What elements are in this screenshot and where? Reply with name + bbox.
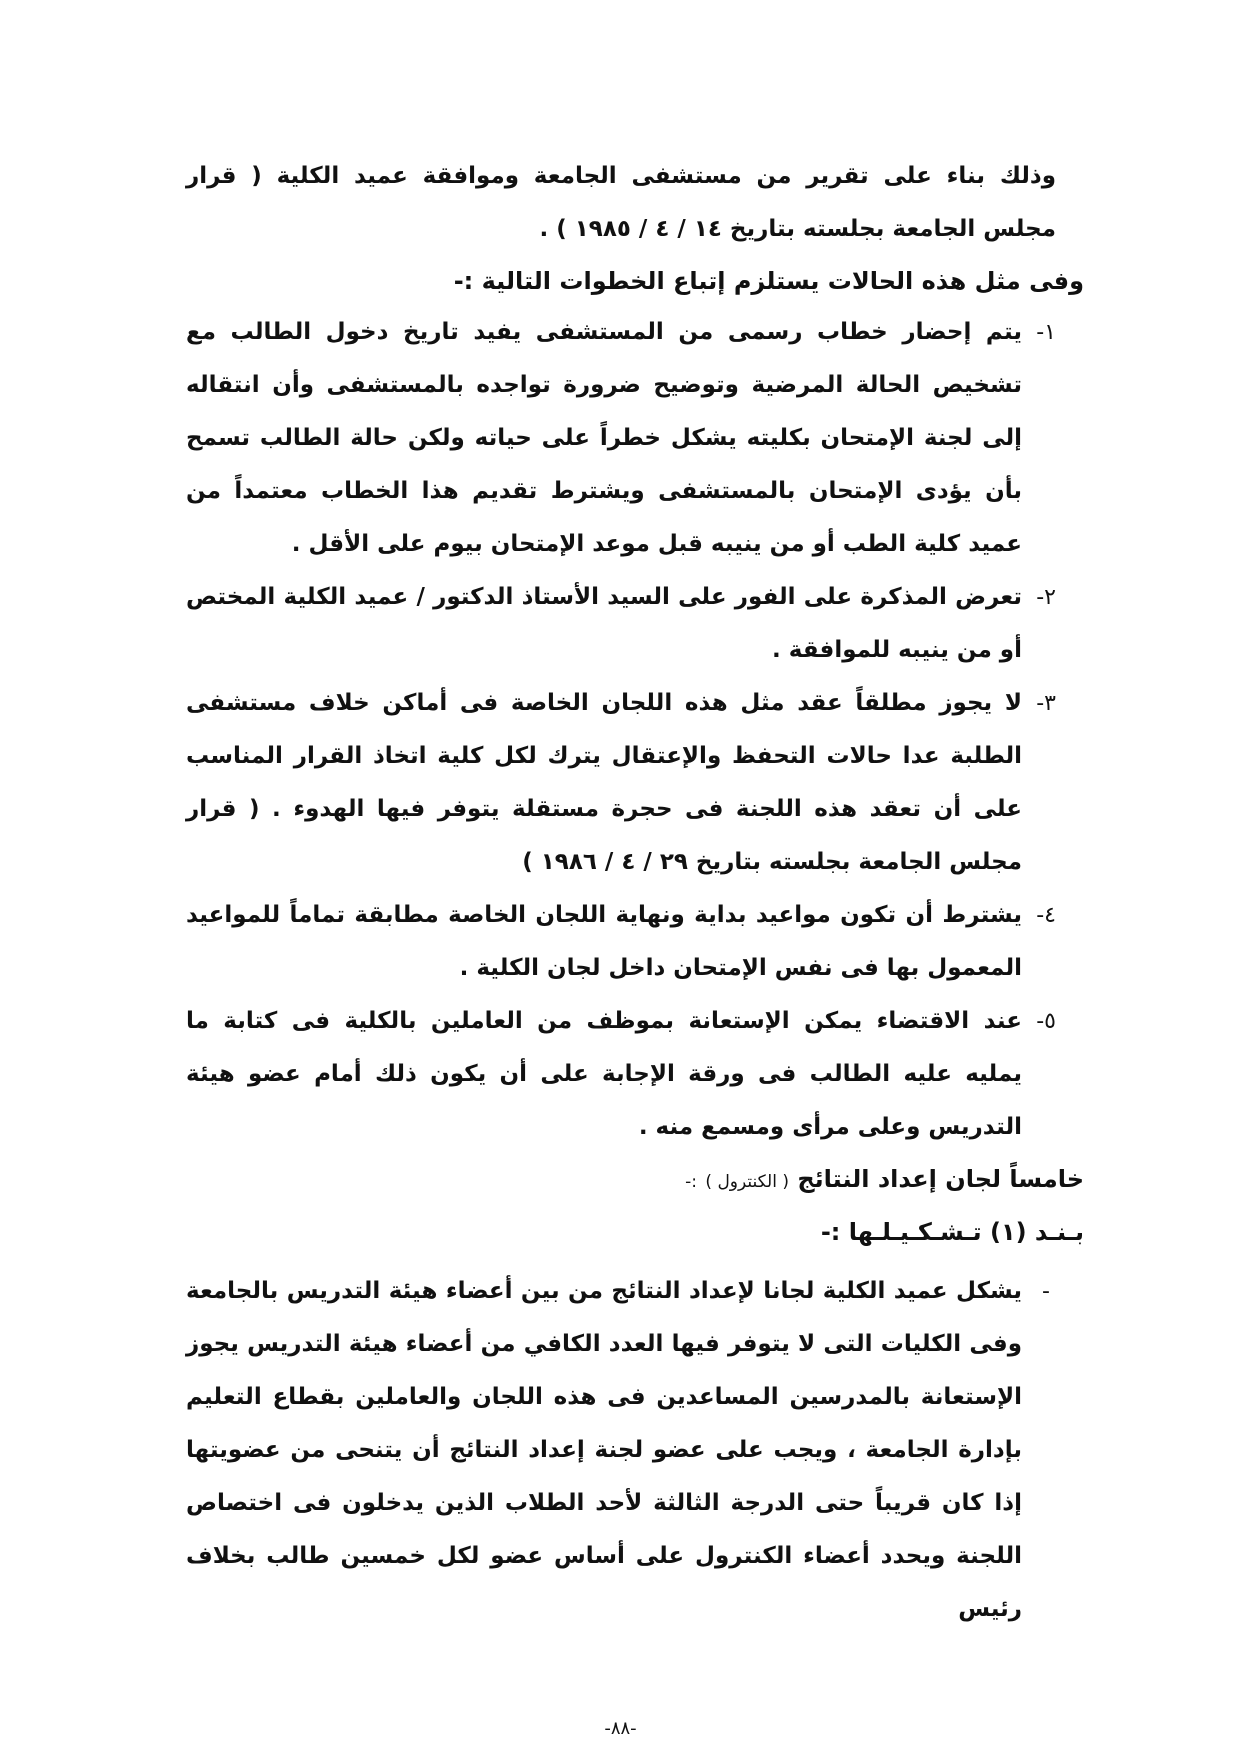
item-number: ١- <box>1036 320 1056 345</box>
item-text: عند الاقتضاء يمكن الإستعانة بموظف من العاملين بالكلية فى كتابة ما يمليه عليه الطالب فى ورقة الإجابة على أن يكون ذلك أمام عضو هيئة التدريس وعلى مرأى ومسمع منه . <box>186 1008 1022 1140</box>
section-heading <box>186 1154 1084 1207</box>
list-item <box>186 1265 1056 1636</box>
page-content <box>186 150 1084 1636</box>
section-title: خامساً لجان إعداد النتائج <box>797 1165 1084 1193</box>
clause-heading: بـنـد (١) تـشـكـيـلـها :- <box>820 1218 1084 1246</box>
item-text: تعرض المذكرة على الفور على السيد الأستاذ الدكتور / عميد الكلية المختص أو من ينيبه للموافقة . <box>186 584 1022 663</box>
item-number: ٢- <box>1036 585 1056 610</box>
section-title-paren: ( الكنترول ) <box>705 1172 789 1192</box>
list-item <box>186 677 1056 889</box>
item-text: يشترط أن تكون مواعيد بداية ونهاية اللجان الخاصة مطابقة تماماً للمواعيد المعمول بها فى نفس الإمتحان داخل لجان الكلية . <box>186 902 1022 981</box>
item-number: ٣- <box>1036 691 1056 716</box>
page-number: -٨٨- <box>604 1718 637 1739</box>
item-text: لا يجوز مطلقاً عقد مثل هذه اللجان الخاصة فى أماكن خلاف مستشفى الطلبة عدا حالات التحفظ والإعتقال يترك لكل كلية اتخاذ القرار المناسب على أن تعقد هذه اللجنة فى حجرة مستقلة يتوفر فيها الهدوء . ( قرار مجلس الجامعة بجلسته بتاريخ ٢٩ / ٤ / ١٩٨٦ ) <box>186 690 1022 875</box>
list-item <box>186 995 1056 1154</box>
item-bullet: - <box>1042 1279 1050 1304</box>
steps-heading: وفى مثل هذه الحالات يستلزم إتباع الخطوات التالية :- <box>453 267 1084 295</box>
list-item <box>186 571 1056 677</box>
item-text: يتم إحضار خطاب رسمى من المستشفى يفيد تاريخ دخول الطالب مع تشخيص الحالة المرضية وتوضيح ضرورة تواجده بالمستشفى وأن انتقاله إلى لجنة الإمتحان بكليته يشكل خطراً على حياته ولكن حالة الطالب تسمح بأن يؤدى الإمتحان بالمستشفى ويشترط تقديم هذا الخطاب معتمداً من عميد كلية الطب أو من ينيبه قبل موعد الإمتحان بيوم على الأقل . <box>186 319 1022 557</box>
item-number: ٥- <box>1036 1009 1056 1034</box>
list-item <box>186 306 1056 571</box>
intro-paragraph: وذلك بناء على تقرير من مستشفى الجامعة وموافقة عميد الكلية ( قرار مجلس الجامعة بجلسته بتاريخ ١٤ / ٤ / ١٩٨٥ ) . <box>186 163 1056 242</box>
list-item <box>186 889 1056 995</box>
section-title-tail: :- <box>685 1172 698 1192</box>
steps-list <box>186 306 1056 1154</box>
item-number: ٤- <box>1036 903 1056 928</box>
item-text: يشكل عميد الكلية لجانا لإعداد النتائج من بين أعضاء هيئة التدريس بالجامعة وفى الكليات التى لا يتوفر فيها العدد الكافي من أعضاء هيئة التدريس يجوز الإستعانة بالمدرسين المساعدين فى هذه اللجان والعاملين بقطاع التعليم بإدارة الجامعة ، ويجب على عضو لجنة إعداد النتائج أن يتنحى من عضويتها إذا كان قريباً حتى الدرجة الثالثة لأحد الطلاب الذين يدخلون فى اختصاص اللجنة ويحدد أعضاء الكنترول على أساس عضو لكل خمسين طالب بخلاف رئيس <box>186 1278 1022 1622</box>
